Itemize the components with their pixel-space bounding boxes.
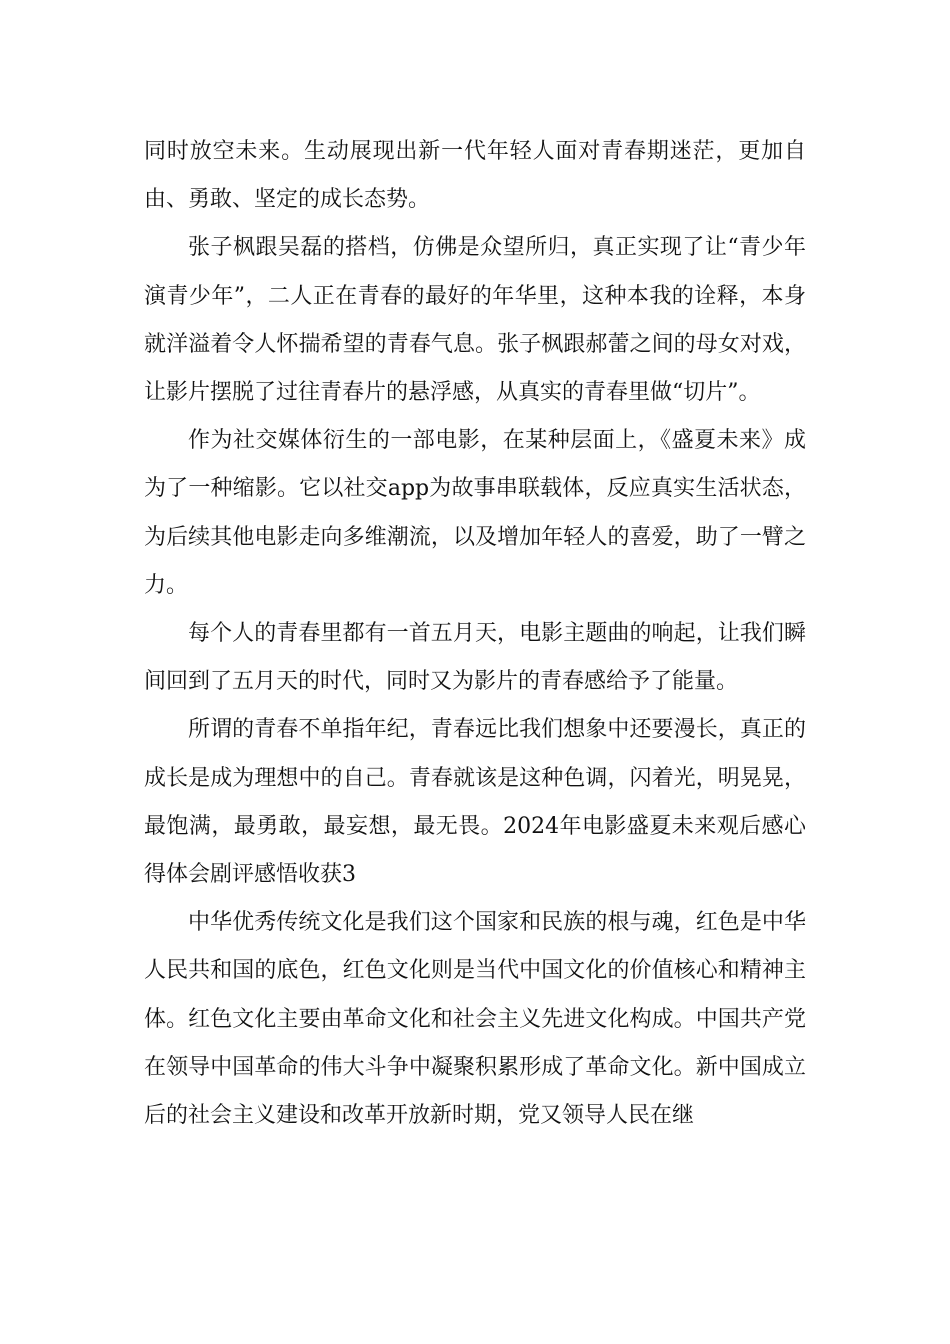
paragraph-1: 同时放空未来。生动展现出新一代年轻人面对青春期迷茫，更加自由、勇敢、坚定的成长态势。 [144, 139, 806, 213]
paragraph-5: 所谓的青春不单指年纪，青春远比我们想象中还要漫长，真正的成长是成为理想中的自己。青春就该是这种色调，闪着光，明晃晃，最饱满，最勇敢，最妄想，最无畏。2024年电影盛夏未来观后感心得体会剧评感悟收获3 [144, 717, 806, 888]
paragraph-3: 作为社交媒体衍生的一部电影，在某种层面上，《盛夏未来》成为了一种缩影。它以社交app为故事串联载体，反应真实生活状态，为后续其他电影走向多维潮流，以及增加年轻人的喜爱，助了一臂之力。 [144, 428, 806, 598]
paragraph-6: 中华优秀传统文化是我们这个国家和民族的根与魂，红色是中华人民共和国的底色，红色文化则是当代中国文化的价值核心和精神主体。红色文化主要由革命文化和社会主义先进文化构成。中国共产党在领导中国革命的伟大斗争中凝聚积累形成了革命文化。新中国成立后的社会主义建设和改革开放新时期，党又领导人民在继 [144, 910, 806, 1129]
paragraph-4: 每个人的青春里都有一首五月天，电影主题曲的响起，让我们瞬间回到了五月天的时代，同时又为影片的青春感给予了能量。 [144, 621, 806, 695]
paragraph-2: 张子枫跟吴磊的搭档，仿佛是众望所归，真正实现了让“青少年演青少年”，二人正在青春的最好的年华里，这种本我的诠释，本身就洋溢着令人怀揣希望的青春气息。张子枫跟郝蕾之间的母女对戏，让影片摆脱了过往青春片的悬浮感，从真实的青春里做“切片”。 [144, 235, 806, 406]
document-body [144, 128, 806, 1140]
